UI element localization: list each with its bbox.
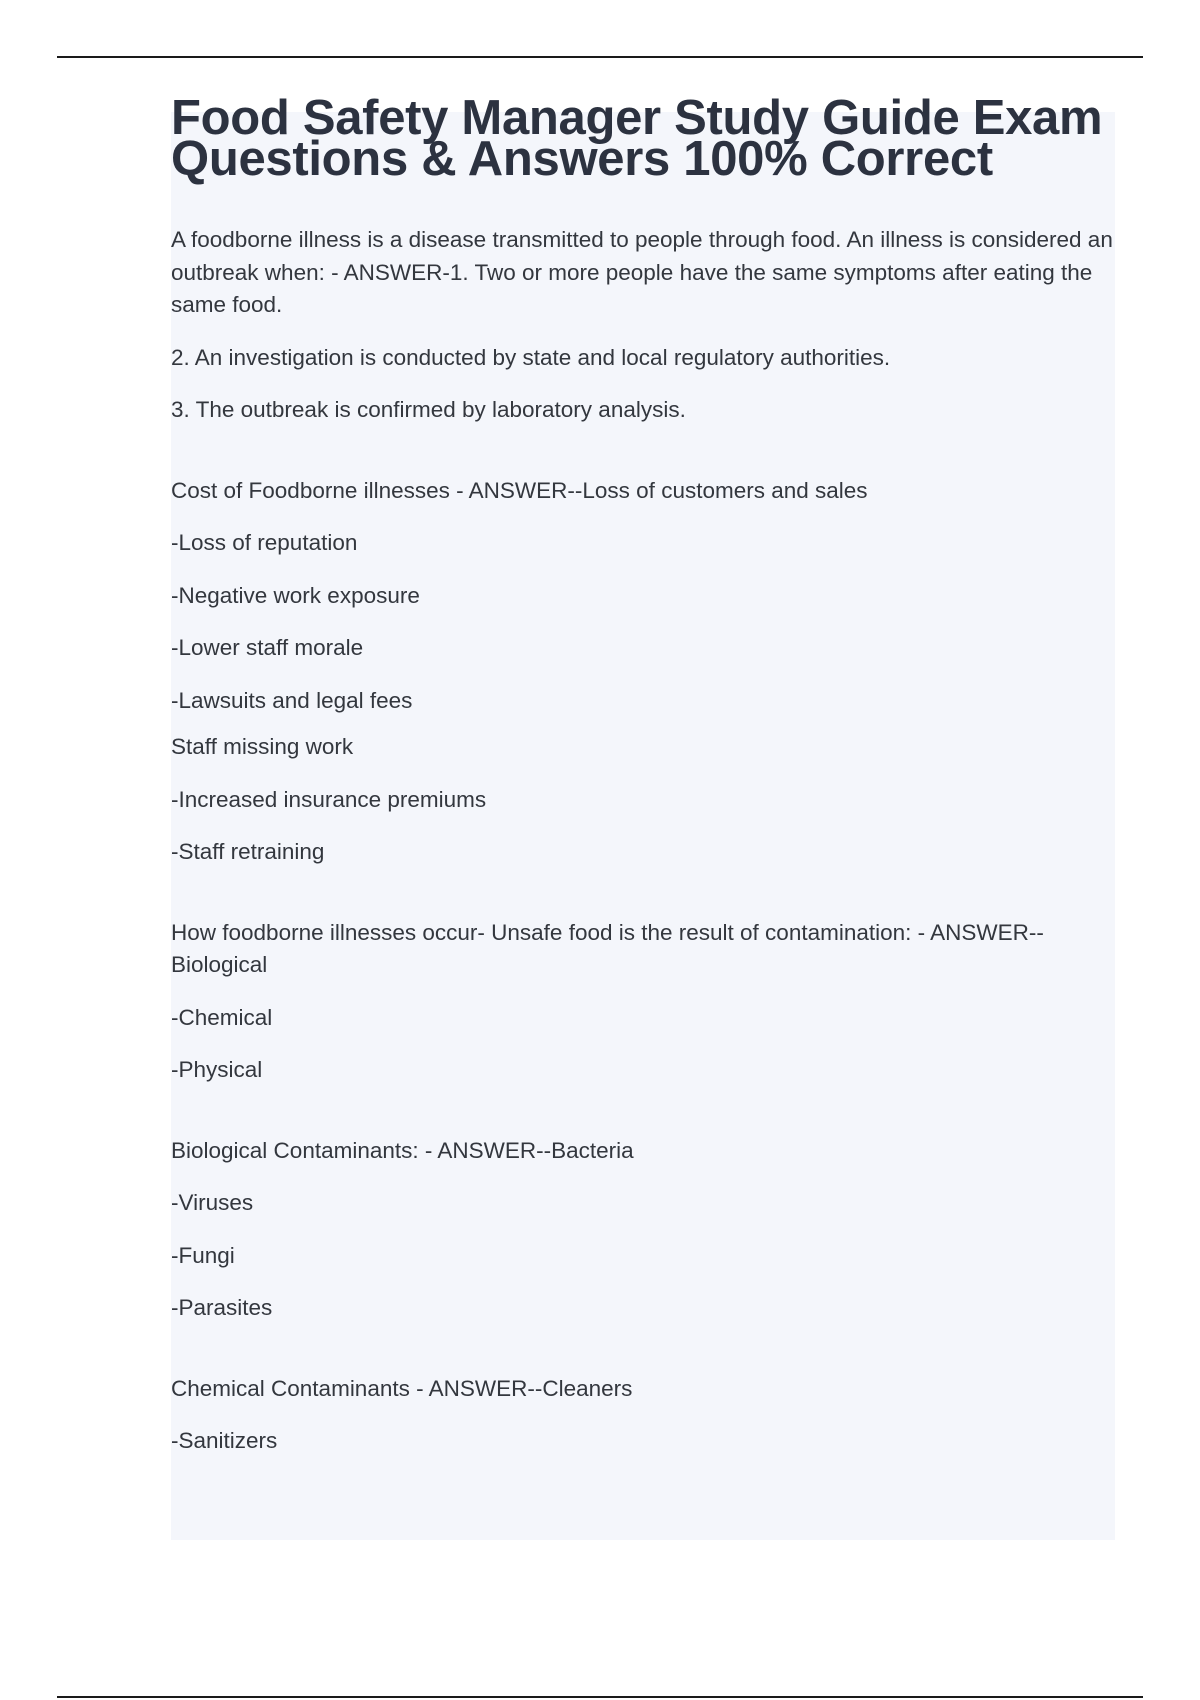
- qa-line: -Chemical: [171, 1004, 273, 1030]
- qa-line: 2. An investigation is conducted by state and local regulatory authorities.: [171, 344, 891, 370]
- qa-line: Cost of Foodborne illnesses - ANSWER--Loss of customers and sales: [171, 477, 868, 503]
- qa-line: -Parasites: [171, 1295, 273, 1320]
- qa-line: Biological Contaminants: - ANSWER--Bacteria: [171, 1137, 634, 1163]
- qa-line: How foodborne illnesses occur- Unsafe food is the result of contamination: - ANSWER--Biological: [171, 919, 1044, 977]
- qa-line: -Viruses: [171, 1190, 254, 1215]
- qa-line: -Lawsuits and legal fees: [171, 687, 413, 713]
- qa-line: -Loss of reputation: [171, 530, 358, 555]
- qa-line: -Lower staff morale: [171, 635, 364, 660]
- document-title: Food Safety Manager Study Guide Exam Questions & Answers 100% Correct: [171, 91, 1103, 186]
- qa-list: [171, 224, 1121, 1506]
- qa-line: -Staff retraining: [171, 839, 325, 864]
- qa-line: -Increased insurance premiums: [171, 786, 487, 812]
- bottom-page-rule: [57, 1696, 1143, 1698]
- qa-line: Chemical Contaminants - ANSWER--Cleaners: [171, 1375, 633, 1401]
- qa-line: 3. The outbreak is confirmed by laboratory analysis.: [171, 397, 686, 422]
- qa-line: -Negative work exposure: [171, 582, 420, 608]
- qa-item-outbreak: [171, 224, 1121, 427]
- qa-item-contamination: [171, 917, 1121, 1087]
- qa-line: -Physical: [171, 1057, 263, 1082]
- top-page-rule: [57, 56, 1143, 58]
- qa-line: -Sanitizers: [171, 1428, 278, 1453]
- qa-line: -Fungi: [171, 1242, 235, 1268]
- qa-item-biological: [171, 1135, 1121, 1325]
- qa-line: A foodborne illness is a disease transmitted to people through food. An illness is considered an outbreak when: - ANSWER-1. Two or more people have the same symptoms after eating the same food.: [171, 227, 1113, 317]
- qa-line: Staff missing work: [171, 734, 354, 759]
- qa-item-chemical: [171, 1373, 1121, 1458]
- qa-item-cost: [171, 475, 1121, 869]
